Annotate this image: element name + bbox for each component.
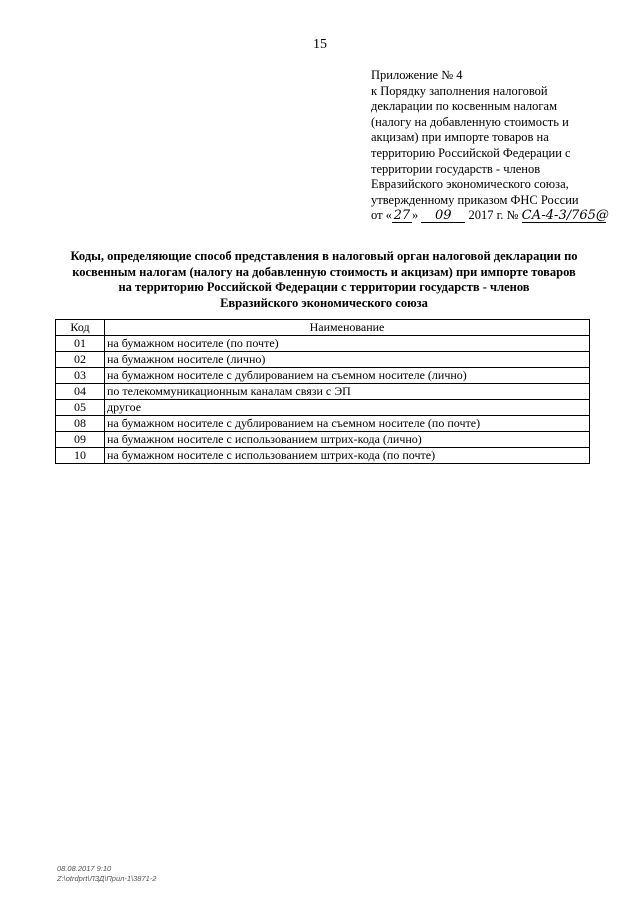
header-code: Код [56,320,105,336]
row-name: другое [105,400,590,416]
order-date-line [371,208,611,224]
title-line: на территорию Российской Федерации с территории государств - членов [118,280,530,295]
row-code: 09 [56,432,105,448]
table-row [56,368,590,384]
table-row [56,448,590,464]
row-name: на бумажном носителе (по почте) [105,336,590,352]
row-code: 01 [56,336,105,352]
table-row [56,400,590,416]
date-year: 2017 г. № [468,208,519,223]
appendix-line: утвержденному приказом ФНС России [371,192,579,207]
date-sep: » [411,208,419,223]
row-name: на бумажном носителе с использованием штрих-кода (по почте) [105,448,590,464]
page-number: 15 [313,37,327,52]
appendix-line: к Порядку заполнения налоговой [371,83,548,98]
footer-timestamp: 08.08.2017 9:10 [57,864,112,873]
appendix-line: акцизам) при импорте товаров на [371,130,549,145]
row-code: 08 [56,416,105,432]
table-row [56,432,590,448]
row-name: по телекоммуникационным каналам связи с ЭП [105,384,590,400]
table-row [56,416,590,432]
row-name: на бумажном носителе с дублированием на съемном носителе (по почте) [105,416,590,432]
title-line: Коды, определяющие способ представления в налоговый орган налоговой декларации по [70,249,578,263]
row-code: 04 [56,384,105,400]
appendix-line: территории государств - членов [371,161,541,176]
header-name: Наименование [105,320,590,336]
appendix-line: Евразийского экономического союза, [371,177,569,192]
title-line: косвенным налогам (налогу на добавленную стоимость и акцизам) при импорте товаров [72,264,576,279]
table-row [56,336,590,352]
table-row [56,352,590,368]
date-day-handwritten: 27 [393,208,411,224]
row-name: на бумажном носителе с дублированием на съемном носителе (лично) [105,368,590,384]
order-number-handwritten: СА-4-3/765@ [521,208,609,224]
footer-path: Z:\otrdprt\ЛЗД\Прил-1\3871-2 [57,874,157,883]
title-line: Евразийского экономического союза [220,295,428,310]
appendix-line: Приложение № 4 [371,68,463,82]
date-prefix: от « [371,208,392,223]
appendix-line: (налогу на добавленную стоимость и [371,114,569,129]
row-code: 03 [56,368,105,384]
table-header-row [56,320,590,336]
file-footer [57,864,156,884]
appendix-line: декларации по косвенным налогам [371,99,557,114]
date-month-handwritten: 09 [421,209,465,223]
row-code: 10 [56,448,105,464]
document-title [44,249,604,311]
row-name: на бумажном носителе (лично) [105,352,590,368]
appendix-block [371,68,611,224]
appendix-line: территорию Российской Федерации с [371,145,571,160]
table-row [56,384,590,400]
row-code: 05 [56,400,105,416]
row-code: 02 [56,352,105,368]
codes-table [55,319,590,464]
row-name: на бумажном носителе с использованием штрих-кода (лично) [105,432,590,448]
